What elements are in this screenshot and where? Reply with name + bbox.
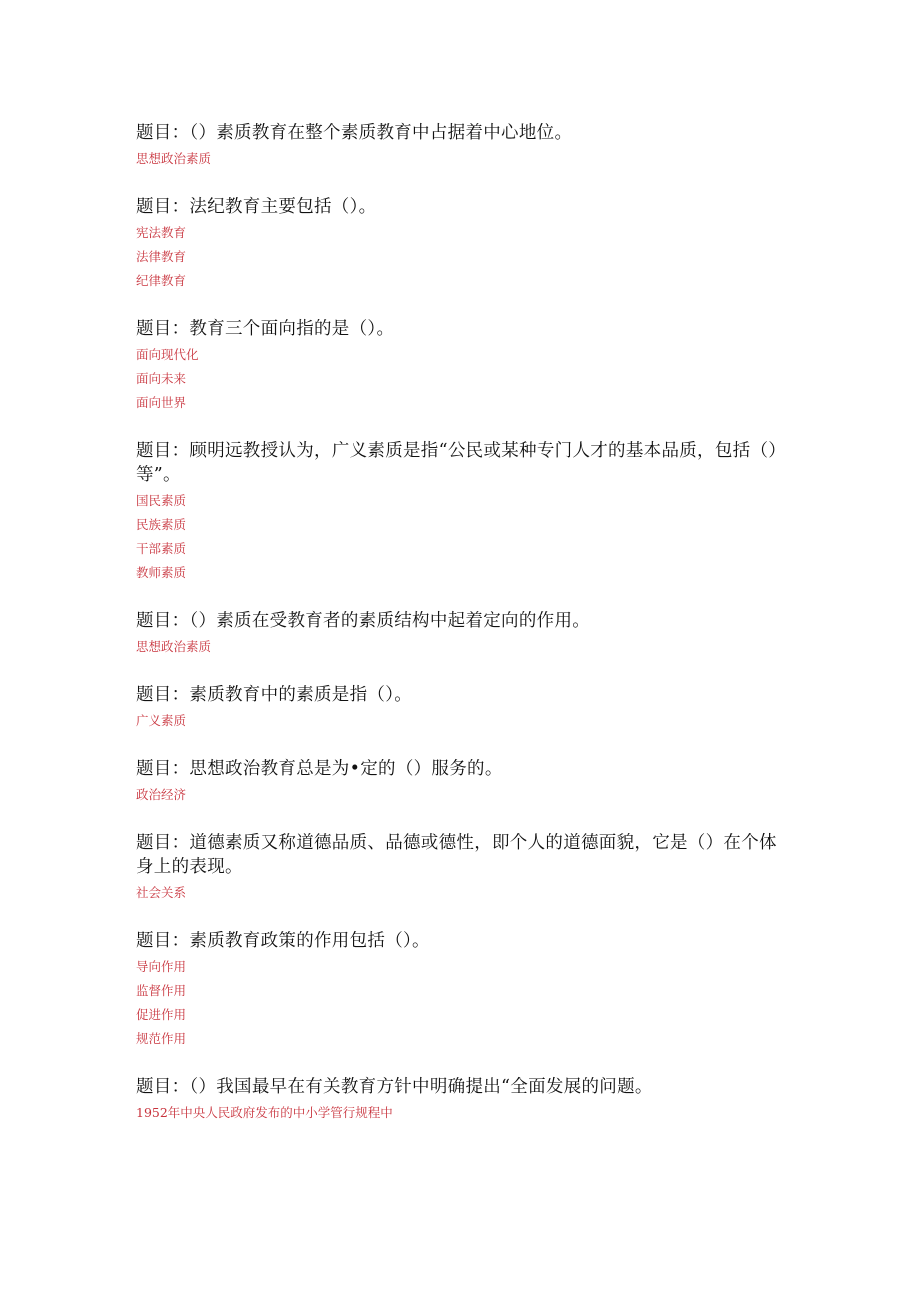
answer-item: 面向世界 (136, 395, 187, 410)
question-text: 题目：（）素质教育在整个素质教育中占据着中心地位。 (136, 123, 573, 143)
question-block-2 (136, 195, 786, 293)
answer-item: 面向未来 (136, 371, 187, 386)
question-block-8 (136, 831, 786, 905)
answer-item: 法律教育 (136, 249, 187, 264)
question-block-7 (136, 757, 786, 807)
answer-item: 广义素质 (136, 713, 187, 728)
answer-item: 思想政治素质 (136, 639, 212, 654)
answer-item: 思想政治素质 (136, 151, 212, 166)
answer-list (136, 489, 786, 585)
answer-list (136, 955, 786, 1051)
question-block-5 (136, 609, 786, 659)
answer-item: 干部素质 (136, 541, 187, 556)
answer-item: 政治经济 (136, 787, 187, 802)
question-block-6 (136, 683, 786, 733)
answer-list (136, 881, 786, 905)
question-text: 题目：思想政治教育总是为•定的（）服务的。 (136, 759, 503, 779)
question-block-10 (136, 1075, 786, 1125)
question-text: 题目：法纪教育主要包括（）。 (136, 197, 377, 217)
question-block-4 (136, 439, 786, 585)
answer-list (136, 147, 786, 171)
answer-list (136, 1101, 786, 1125)
question-block-1 (136, 121, 786, 171)
answer-item: 促进作用 (136, 1007, 187, 1022)
answer-item: 面向现代化 (136, 347, 199, 362)
question-text: 题目：（）素质在受教育者的素质结构中起着定向的作用。 (136, 611, 591, 631)
question-text: 题目：道德素质又称道德品质、品德或德性，即个人的道德面貌，它是（）在个体身上的表现。 (136, 833, 777, 877)
answer-list (136, 635, 786, 659)
answer-item: 监督作用 (136, 983, 187, 998)
answer-item: 教师素质 (136, 565, 187, 580)
answer-item: 纪律教育 (136, 273, 187, 288)
document-page (136, 121, 786, 1125)
question-text: 题目：素质教育中的素质是指（）。 (136, 685, 413, 705)
answer-list (136, 709, 786, 733)
answer-item: 宪法教育 (136, 225, 187, 240)
answer-list (136, 221, 786, 293)
question-text: 题目：教育三个面向指的是（）。 (136, 319, 395, 339)
answer-list (136, 783, 786, 807)
question-text: 题目：顾明远教授认为，广义素质是指“公民或某种专门人才的基本品质，包括（）等”。 (136, 441, 778, 485)
answer-item: 国民素质 (136, 493, 187, 508)
question-text: 题目：素质教育政策的作用包括（）。 (136, 931, 430, 951)
answer-item: 民族素质 (136, 517, 187, 532)
question-block-9 (136, 929, 786, 1051)
answer-item: 导向作用 (136, 959, 187, 974)
answer-item: 社会关系 (136, 885, 187, 900)
answer-item: 规范作用 (136, 1031, 187, 1046)
question-text: 题目：（）我国最早在有关教育方针中明确提出“全面发展的问题。 (136, 1077, 653, 1097)
answer-list (136, 343, 786, 415)
question-block-3 (136, 317, 786, 415)
answer-item: 1952年中央人民政府发布的中小学管行规程中 (136, 1105, 393, 1120)
